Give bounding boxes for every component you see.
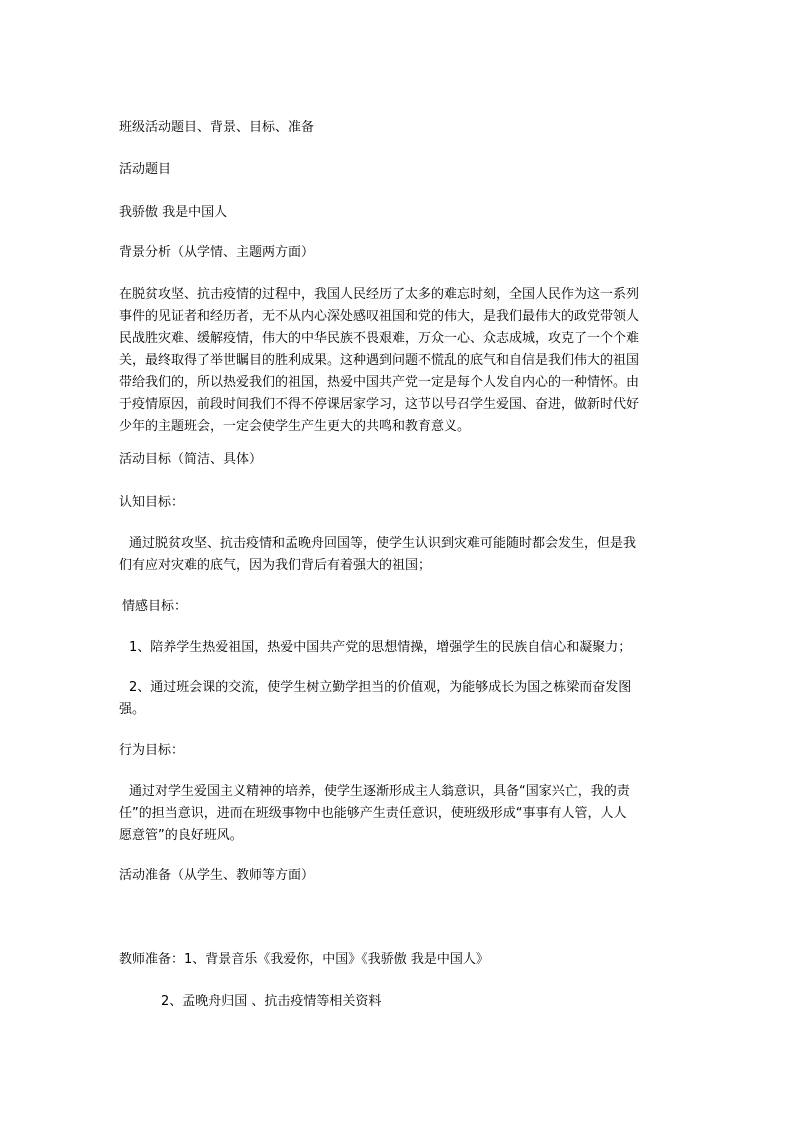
topic-text: 我骄傲 我是中国人 — [119, 205, 228, 220]
behavior-paragraph — [119, 781, 679, 847]
background-line: 事件的见证者和经历者，无不从内心深处感叹祖国和党的伟大，是我们最伟大的政党带领人 — [119, 309, 640, 324]
background-heading: 背景分析（从学情、主题两方面） — [119, 245, 315, 260]
teacher-prep-1: 教师准备：1、背景音乐《我爱你，中国》《我骄傲 我是中国人》 — [119, 952, 489, 967]
background-line: 关，最终取得了举世瞩目的胜利成果。这种遇到问题不慌乱的底气和自信是我们伟大的祖国 — [119, 353, 640, 368]
teacher-prep-2: 2、孟晚舟归国 、抗击疫情等相关资料 — [161, 994, 382, 1009]
topic-heading: 活动题目 — [119, 162, 172, 177]
emotional-heading: 情感目标： — [122, 599, 188, 614]
background-line: 在脱贫攻坚、抗击疫情的过程中，我国人民经历了太多的难忘时刻，全国人民作为这一系列 — [119, 287, 640, 302]
background-line: 民战胜灾难、缓解疫情，伟大的中华民族不畏艰难，万众一心、众志成城，攻克了一个个难 — [119, 331, 640, 346]
background-line: 少年的主题班会，一定会使学生产生更大的共鸣和教育意义。 — [119, 419, 471, 434]
emotional-item-1: 1、陪养学生热爱祖国，热爱中国共产党的思想情操，增强学生的民族自信心和凝聚力； — [129, 640, 632, 655]
emotional-item-2-line: 强。 — [119, 702, 146, 717]
background-line: 于疫情原因，前段时间我们不得不停课居家学习，这节以号召学生爱国、奋进，做新时代好 — [119, 397, 640, 412]
prep-heading: 活动准备（从学生、教师等方面） — [119, 868, 315, 883]
emotional-item-2 — [119, 677, 679, 721]
behavior-line: 愿意管”的良好班风。 — [119, 828, 243, 843]
emotional-item-2-line: 2、通过班会课的交流，使学生树立勤学担当的价值观，为能够成长为国之栋梁而奋发图 — [129, 680, 632, 695]
background-paragraph — [119, 284, 679, 438]
behavior-line: 任”的担当意识，进而在班级事物中也能够产生责任意识，使班级形成“事事有人管，人人 — [119, 806, 627, 821]
document-title: 班级活动题目、背景、目标、准备 — [119, 120, 315, 135]
background-line: 带给我们的，所以热爱我们的祖国，热爱中国共产党一定是每个人发自内心的一种情怀。由 — [119, 375, 640, 390]
cognitive-heading: 认知目标： — [119, 495, 185, 510]
cognitive-line: 通过脱贫攻坚、抗击疫情和孟晚舟回国等，使学生认识到灾难可能随时都会发生，但是我 — [129, 536, 637, 551]
behavior-heading: 行为目标： — [119, 743, 185, 758]
cognitive-paragraph — [119, 533, 679, 577]
behavior-line: 通过对学生爱国主义精神的培养，使学生逐渐形成主人翁意识，具备“国家兴亡，我的责 — [129, 784, 630, 799]
cognitive-line: 们有应对灾难的底气，因为我们背后有着强大的祖国； — [119, 558, 432, 573]
goals-heading: 活动目标（简洁、具体） — [119, 452, 263, 467]
